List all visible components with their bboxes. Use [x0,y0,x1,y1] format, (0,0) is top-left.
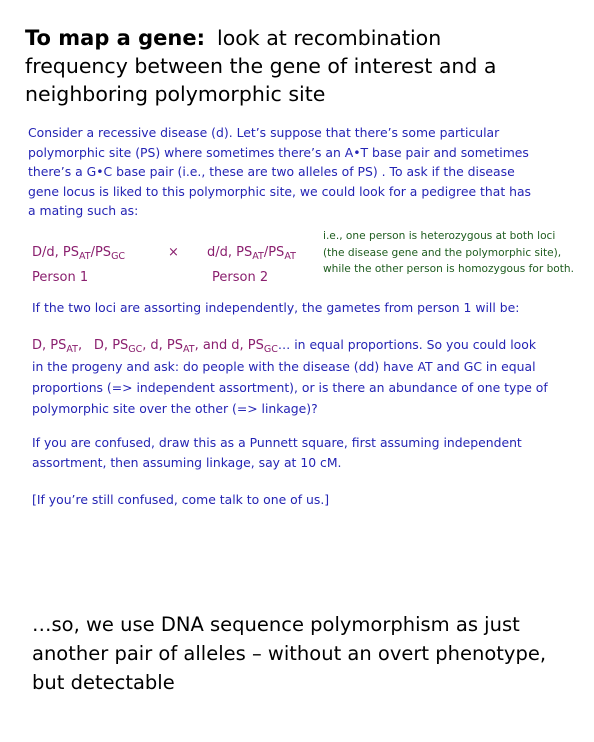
gamete-text: D, PS [32,338,67,353]
title-line-2: frequency between the gene of interest and a [25,54,497,78]
gametes-line-1 [32,334,572,356]
slide-title [25,24,585,108]
title-line-3: neighboring polymorphic site [25,82,326,106]
conclusion-line: …so, we use DNA sequence polymorphism as just [32,613,520,636]
intro-line: there’s a G•C base pair (i.e., these are two alleles of PS) . To ask if the disease [28,164,515,179]
intro-line: a mating such as: [28,203,139,218]
genotype-text: d/d, PS [207,245,253,260]
heterozygous-note [323,228,593,278]
genotype-sub: AT [79,251,91,262]
gamete-3 [150,338,227,353]
conclusion-text [32,610,572,697]
person1-genotype [32,245,125,260]
hint-line: If you are confused, draw this as a Punnett square, first assuming independent [32,435,522,450]
hint-line: assortment, then assuming linkage, say at 10 cM. [32,454,342,470]
conclusion-line: but detectable [32,671,175,694]
cross-symbol: × [168,245,179,260]
gamete-sub: GC [128,344,143,355]
independent-assortment-text: If the two loci are assorting independently, the gametes from person 1 will be: [32,300,520,315]
gamete-sub: GC [263,344,278,355]
still-confused-text: [If you’re still confused, come talk to one of us.] [32,492,330,507]
intro-line: Consider a recessive disease (d). Let’s suppose that there’s some particular [28,125,500,140]
gamete-sep: , [142,338,147,353]
title-line-1 [25,24,585,52]
gamete-2 [94,338,147,353]
genotype-sub: GC [111,251,126,262]
note-line: i.e., one person is heterozygous at both loci [323,230,556,242]
gamete-1 [32,338,82,353]
gamete-text: d, PS [231,338,264,353]
note-line: while the other person is homozygous for both. [323,263,575,275]
conclusion-line: another pair of alleles – without an overt phenotype, [32,642,547,665]
genotype-sub: AT [252,251,264,262]
title-bold: To map a gene: [25,26,206,50]
genotype-text: /PS [90,245,112,260]
intro-line: polymorphic site (PS) where sometimes there’s an A•T base pair and sometimes [28,144,529,160]
person1-label: Person 1 [32,270,89,285]
title-line-1-rest: look at recombination [217,26,442,50]
gamete-sub: AT [66,344,78,355]
gametes-rest: … in equal proportions. So you could look [277,337,536,352]
gamete-sep: , [77,338,83,353]
gametes-paragraph [32,334,572,419]
gamete-sub: AT [183,344,195,355]
note-line: (the disease gene and the polymorphic site), [323,246,562,259]
gametes-line-4: polymorphic site over the other (=> linkage)? [32,401,318,416]
punnett-hint [32,433,572,472]
intro-paragraph [28,123,568,221]
gamete-text: d, PS [150,338,183,353]
genotype-sub: AT [284,251,296,262]
gamete-text: D, PS [93,338,129,353]
genotype-text: /PS [263,245,285,260]
genotype-text: D/d, PS [32,245,79,260]
gametes-line-2: in the progeny and ask: do people with the disease (dd) have AT and GC in equal [32,359,536,374]
gamete-sep: , and [194,338,228,353]
gamete-4 [231,338,278,353]
gametes-line-3: proportions (=> independent assortment), or is there an abundance of one type of [32,380,548,395]
person2-genotype [207,245,296,260]
person2-label: Person 2 [212,270,269,285]
intro-line: gene locus is liked to this polymorphic site, we could look for a pedigree that has [28,183,532,199]
